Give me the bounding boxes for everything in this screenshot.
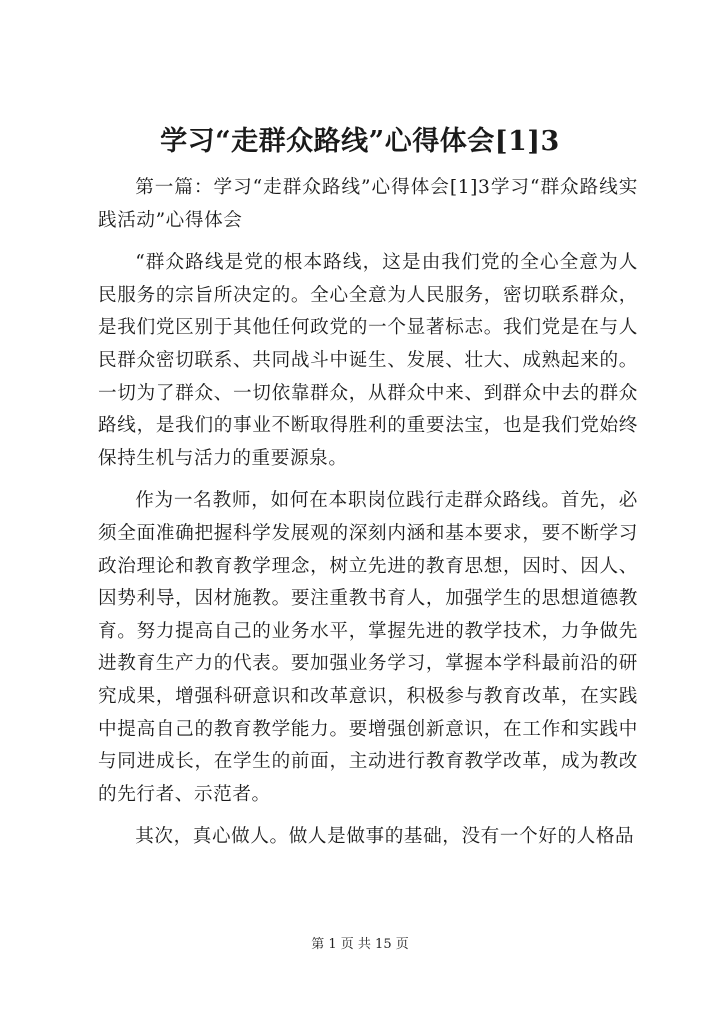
page-number-footer: 第 1 页 共 15 页	[311, 937, 409, 952]
body-paragraph: 其次，真心做人。做人是做事的基础，没有一个好的人格品	[135, 826, 635, 848]
body-paragraph: 作为一名教师，如何在本职岗位践行走群众路线。首先，必须全面准确把握科学发展观的深刻内涵和基本要求，要不断学习政治理论和教育教学理念，树立先进的教育思想，因时、因人、因势利导，因材施教。要注重教书育人，加强学生的思想道德教育。努力提高自己的业务水平，掌握先进的教学技术，力争做先进教育生产力的代表。要加强业务学习，掌握本学科最前沿的研究成果，增强科研意识和改革意识，积极参与教育改革，在实践中提高自己的教育教学能力。要增强创新意识，在工作和实践中与同进成长，在学生的前面，主动进行教育教学改革，成为教改的先行者、示范者。	[98, 490, 638, 805]
document-title: 学习“走群众路线”心得体会[1]3	[160, 126, 560, 157]
article-heading-paragraph: 第一篇：学习“走群众路线”心得体会[1]3学习“群众路线实践活动”心得体会	[98, 177, 638, 231]
document-body	[98, 172, 638, 854]
body-paragraph: “群众路线是党的根本路线，这是由我们党的全心全意为人民服务的宗旨所决定的。全心全意为人民服务，密切联系群众，是我们党区别于其他任何政党的一个显著标志。我们党是在与人民群众密切联系、共同战斗中诞生、发展、壮大、成熟起来的。一切为了群众、一切依靠群众，从群众中来、到群众中去的群众路线，是我们的事业不断取得胜利的重要法宝，也是我们党始终保持生机与活力的重要源泉。	[98, 252, 638, 469]
